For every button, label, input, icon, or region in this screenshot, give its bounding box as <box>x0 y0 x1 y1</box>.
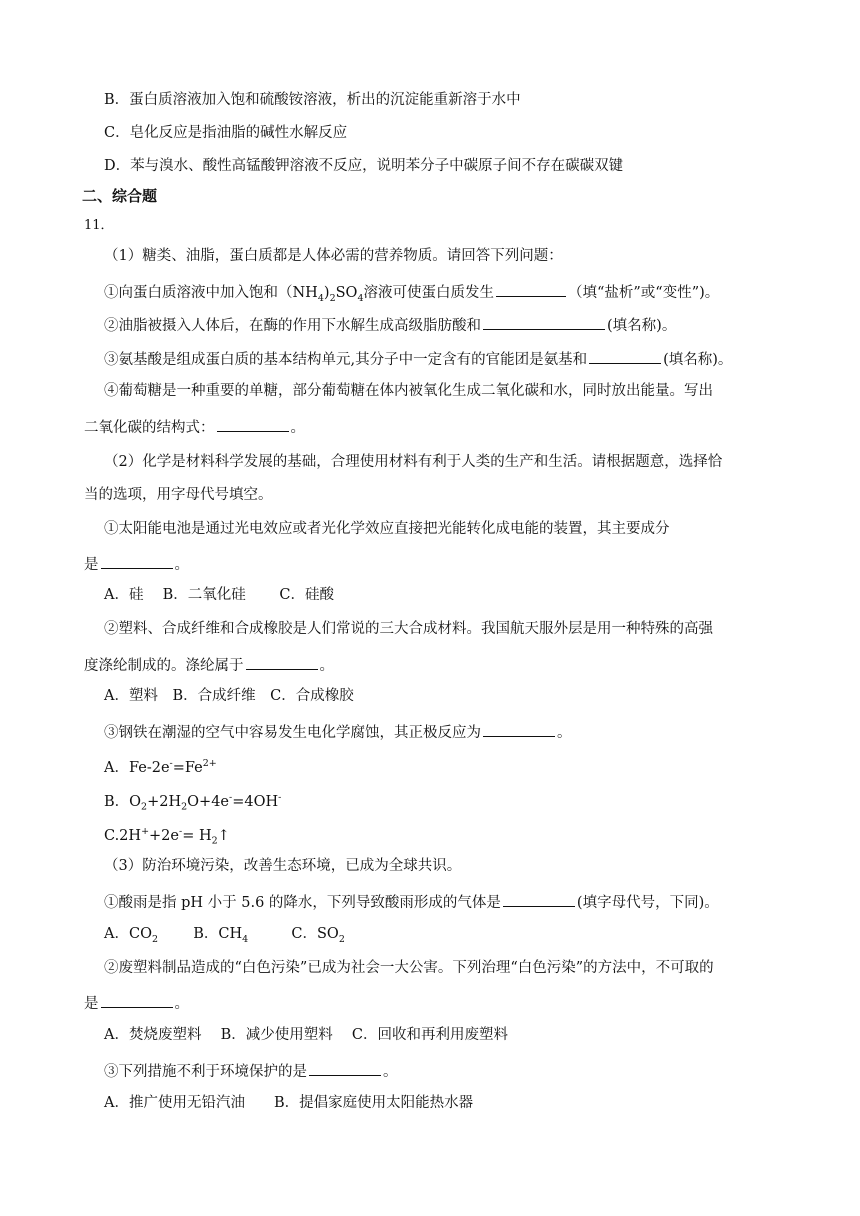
text: = H <box>182 827 212 844</box>
text: A．Fe-2e <box>104 759 170 776</box>
sup: 2+ <box>202 758 217 769</box>
part1-q1 <box>104 280 719 309</box>
q1-text-pre: ①向蛋白质溶液中加入饱和（NH <box>104 285 318 301</box>
option-d: D．苯与溴水、酸性高锰酸钾溶液不反应，说明苯分子中碳原子间不存在碳碳双键 <box>104 158 624 174</box>
text: +2H <box>147 793 182 810</box>
sup: - <box>179 826 183 837</box>
text: C.2H <box>104 827 142 844</box>
text: 是 <box>84 996 99 1012</box>
text: 。 <box>319 658 334 674</box>
part3-q1-options <box>104 924 345 950</box>
text: ②油脂被摄入人体后，在酶的作用下水解生成高级脂肪酸和 <box>104 318 481 334</box>
text: 溶液可使蛋白质发生 <box>363 285 494 301</box>
answer-blank[interactable] <box>496 280 566 297</box>
sub: 4 <box>317 292 324 304</box>
text: 。 <box>383 1064 398 1080</box>
sub: 2 <box>181 801 188 813</box>
text: 。 <box>290 420 305 436</box>
part1-q2 <box>104 313 676 336</box>
part1-q4-line1: ④葡萄糖是一种重要的单糖，部分葡萄糖在体内被氧化生成二氧化碳和水，同时放出能量。写出 <box>104 383 713 399</box>
part2-q3-option-a <box>104 754 217 778</box>
part2-q3-option-c <box>104 822 230 852</box>
text: SO <box>335 285 358 301</box>
text: 。 <box>174 996 189 1012</box>
answer-blank[interactable] <box>101 991 173 1008</box>
part3-q2-line1: ②废塑料制品造成的“白色污染”已成为社会一大公害。下列治理“白色污染”的方法中，不可取的 <box>104 960 714 976</box>
sup: - <box>278 792 282 803</box>
text: 二氧化碳的结构式： <box>84 420 215 436</box>
answer-blank[interactable] <box>589 347 661 364</box>
text: ) <box>323 285 330 301</box>
part2-q3 <box>104 720 572 743</box>
part2-q3-option-b <box>104 788 281 818</box>
answer-blank[interactable] <box>483 720 555 737</box>
text: 。 <box>557 725 572 741</box>
sub: 4 <box>357 292 364 304</box>
part3-q2-line2 <box>84 991 189 1014</box>
option-b: B．蛋白质溶液加入饱和硫酸铵溶液，析出的沉淀能重新溶于水中 <box>104 92 521 108</box>
part3-q1 <box>104 890 719 913</box>
sub: 2 <box>141 801 148 813</box>
question-number: 11． <box>84 218 114 233</box>
text: ③下列措施不利于环境保护的是 <box>104 1064 307 1080</box>
answer-blank[interactable] <box>246 653 318 670</box>
answer-blank[interactable] <box>503 890 575 907</box>
text: 是 <box>84 557 99 573</box>
part2-q2-options: A．塑料 B．合成纤维 C．合成橡胶 <box>104 688 354 704</box>
part2-q2-line1: ②塑料、合成纤维和合成橡胶是人们常说的三大合成材料。我国航天服外层是用一种特殊的高强 <box>104 621 713 637</box>
part2-q1-line2 <box>84 552 189 575</box>
answer-blank[interactable] <box>217 415 289 432</box>
answer-blank[interactable] <box>483 313 605 330</box>
sub: 4 <box>242 933 249 945</box>
section-title: 二、综合题 <box>82 187 158 205</box>
part1-q3 <box>104 347 732 370</box>
text: （填“盐析”或“变性”)。 <box>567 285 720 301</box>
part2-q1-options: A．硅 B．二氧化硅 C．硅酸 <box>104 587 334 603</box>
sub: 2 <box>329 292 336 304</box>
sup: - <box>229 792 233 803</box>
text: 。 <box>174 557 189 573</box>
text: ③氨基酸是组成蛋白质的基本结构单元,其分子中一定含有的官能团是氨基和 <box>104 352 588 368</box>
sub: 2 <box>338 933 345 945</box>
sup: - <box>169 758 173 769</box>
text: C．SO <box>291 926 339 942</box>
part3-q3 <box>104 1059 398 1082</box>
part2-q1-line1: ①太阳能电池是通过光电效应或者光化学效应直接把光能转化成电能的装置，其主要成分 <box>104 521 670 537</box>
text: B．O <box>104 793 142 810</box>
text: =Fe <box>172 759 203 776</box>
text: A．CO <box>104 926 152 942</box>
text: =4OH <box>232 793 279 810</box>
part3-q2-options: A．焚烧废塑料 B．减少使用塑料 C．回收和再利用废塑料 <box>104 1027 508 1043</box>
text: (填名称)。 <box>663 352 733 368</box>
sup: + <box>141 826 150 837</box>
part3-q3-options: A．推广使用无铅汽油 B．提倡家庭使用太阳能热水器 <box>104 1095 474 1111</box>
text: ③钢铁在潮湿的空气中容易发生电化学腐蚀，其正极反应为 <box>104 725 481 741</box>
text: B．CH <box>193 926 243 942</box>
part2-intro-line2: 当的选项，用字母代号填空。 <box>84 487 273 503</box>
part1-q4-line2 <box>84 415 305 438</box>
part1-intro: （1）糖类、油脂，蛋白质都是人体必需的营养物质。请回答下列问题： <box>104 248 563 264</box>
sub: 2 <box>151 933 159 945</box>
answer-blank[interactable] <box>309 1059 381 1076</box>
part2-intro-line1: （2）化学是材料科学发展的基础，合理使用材料有利于人类的生产和生活。请根据题意，选择恰 <box>104 454 723 470</box>
text: O+4e <box>187 793 230 810</box>
answer-blank[interactable] <box>101 552 173 569</box>
part3-intro: （3）防治环境污染，改善生态环境，已成为全球共识。 <box>104 858 462 874</box>
text: (填字母代号，下同)。 <box>576 895 719 911</box>
text: 度涤纶制成的。涤纶属于 <box>84 658 244 674</box>
sub: 2 <box>211 835 218 847</box>
text: +2e <box>149 827 179 844</box>
text: (填名称)。 <box>607 318 677 334</box>
text: ↑ <box>217 827 230 844</box>
option-c: C．皂化反应是指油脂的碱性水解反应 <box>104 125 348 141</box>
text: ①酸雨是指 pH 小于 5.6 的降水，下列导致酸雨形成的气体是 <box>104 895 501 911</box>
part2-q2-line2 <box>84 653 334 676</box>
